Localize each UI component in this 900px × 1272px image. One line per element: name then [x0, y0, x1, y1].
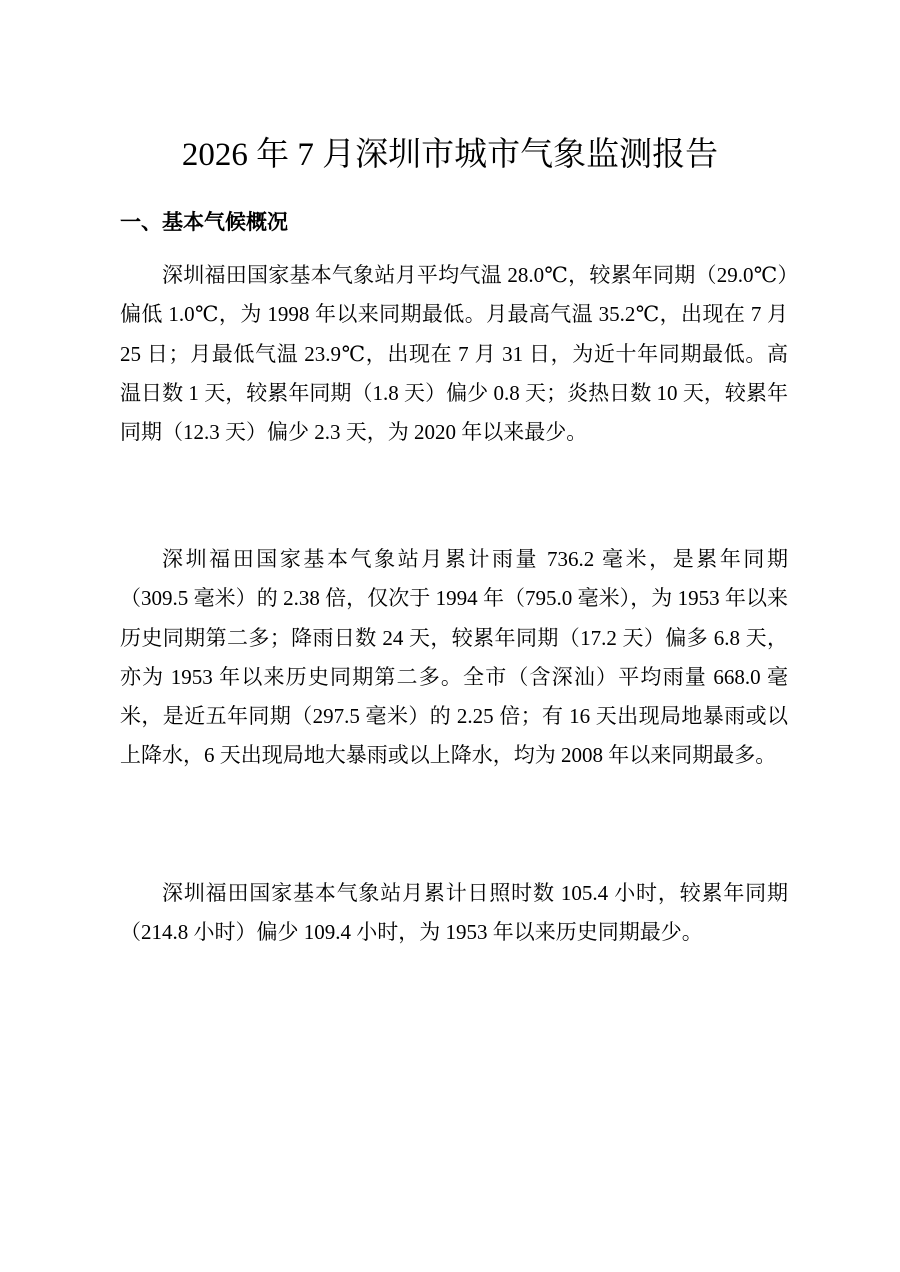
document-title: 2026 年 7 月深圳市城市气象监测报告: [181, 137, 719, 173]
section-heading: 一、基本气候概况: [120, 210, 288, 234]
paragraph-sunshine: 深圳福田国家基本气象站月累计日照时数 105.4 小时，较累年同期（214.8 小时）偏少 109.4 小时，为 1953 年以来历史同期最少。: [120, 881, 788, 945]
paragraph-rainfall: 深圳福田国家基本气象站月累计雨量 736.2 毫米，是累年同期（309.5 毫米）的 2.38 倍，仅次于 1994 年（795.0 毫米），为 1953 年以来历史同期第二多；降雨日数 24 天，较累年同期（17.2 天）偏多 6.8 天，亦为 1953 年以来历史同期第二多。全市（含深汕）平均雨量 668.0 毫米，是近五年同期（297.5 毫米）的 2.25 倍；有 16 天出现局地暴雨或以上降水，6 天出现局地大暴雨或以上降水，均为 2008 年以来同期最多。: [120, 547, 788, 768]
paragraph-temperature: 深圳福田国家基本气象站月平均气温 28.0℃，较累年同期（29.0℃）偏低 1.0℃，为 1998 年以来同期最低。月最高气温 35.2℃，出现在 7 月 25 日；月最低气温 23.9℃，出现在 7 月 31 日，为近十年同期最低。高温日数 1 天，较累年同期（1.8 天）偏少 0.8 天；炎热日数 10 天，较累年同期（12.3 天）偏少 2.3 天，为 2020 年以来最少。: [120, 263, 788, 445]
